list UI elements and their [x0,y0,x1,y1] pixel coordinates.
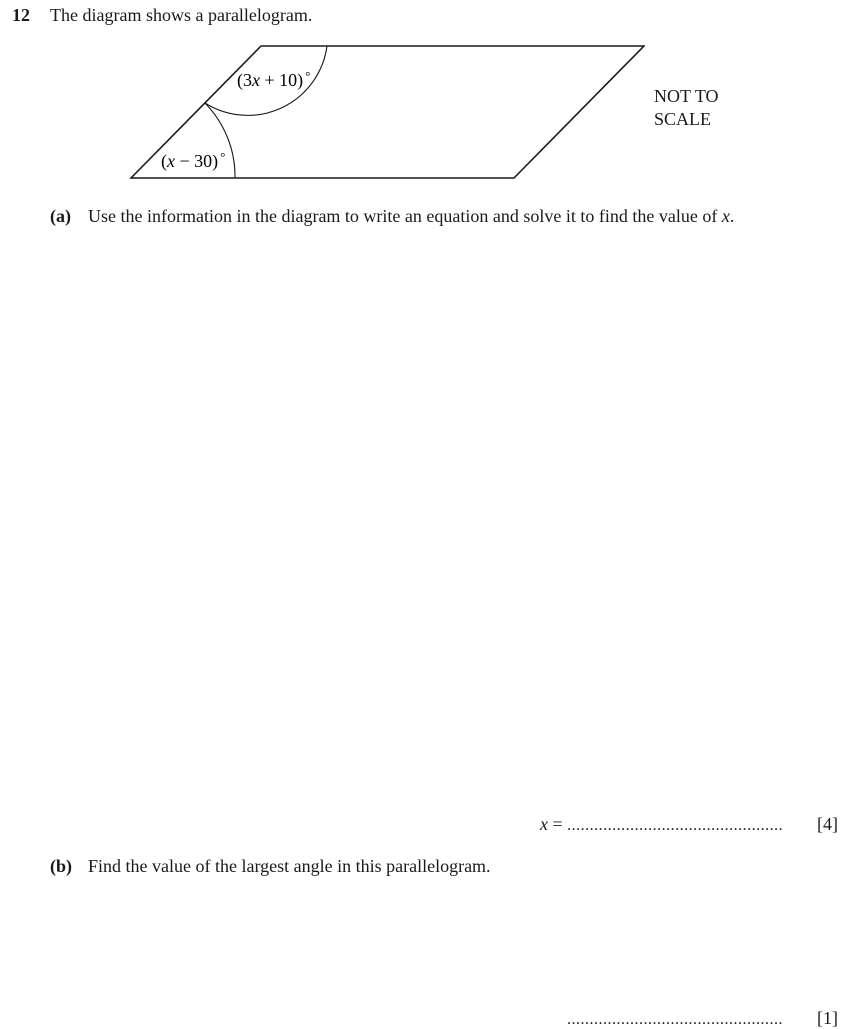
part-b-label: (b) [50,856,72,876]
not-to-scale-line1: NOT TO [654,86,719,106]
part-a-marks: [4] [817,814,838,834]
part-b-text: Find the value of the largest angle in this parallelogram. [88,856,491,876]
part-b-answer-line[interactable]: ................................................ [567,1011,783,1028]
part-a-answer-line[interactable]: x = ................................................ [540,814,784,834]
parallelogram-diagram [125,40,645,185]
angle-label-top: (3x + 10) ° [237,68,311,90]
part-b-marks: [1] [817,1008,838,1028]
not-to-scale-note [654,85,719,131]
question-number: 12 [12,5,30,25]
angle-label-bottom: (x − 30) ° [161,149,226,171]
part-a-label: (a) [50,206,71,226]
not-to-scale-line2: SCALE [654,109,712,129]
question-intro: The diagram shows a parallelogram. [50,5,313,25]
part-a-text: Use the information in the diagram to write an equation and solve it to find the value of x. [88,206,735,226]
